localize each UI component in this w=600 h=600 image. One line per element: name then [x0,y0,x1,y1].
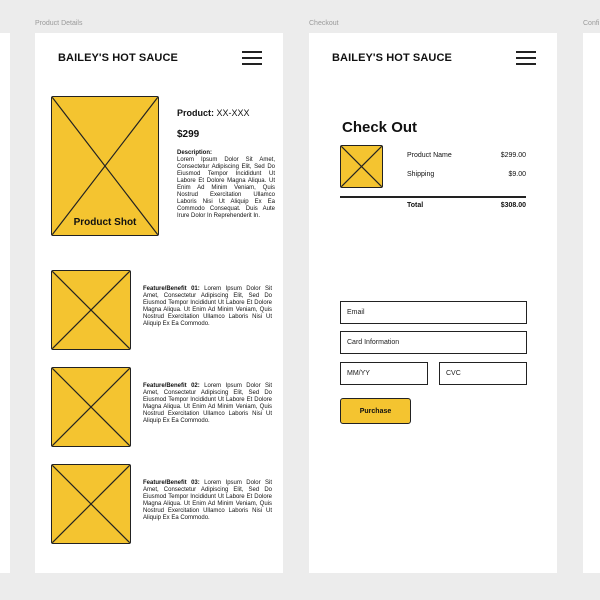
image-placeholder-icon [52,97,158,235]
feature-label: Feature/Benefit 01: [143,286,200,292]
image-placeholder-icon [341,146,382,187]
product-name [177,108,250,118]
confirmation-artboard [583,33,600,573]
feature-image-2 [51,367,131,447]
product-name-label: Product Name [407,152,452,159]
checkout-title: Check Out [342,119,418,136]
previous-artboard [0,33,10,573]
expiry-field[interactable]: MM/YY [340,362,428,385]
cvc-field[interactable]: CVC [439,362,527,385]
image-placeholder-icon [52,271,130,349]
image-placeholder-icon [52,368,130,446]
product-name-label: Product: [177,108,214,118]
product-price: $299 [177,129,200,140]
feature-label: Feature/Benefit 02: [143,383,200,389]
brand-title: BAILEY'S HOT SAUCE [58,52,178,64]
cart-item-thumbnail [340,145,383,188]
email-field[interactable]: Email [340,301,527,324]
hamburger-menu-icon[interactable] [516,51,536,65]
product-name-value: XX-XXX [216,108,250,118]
purchase-button[interactable]: Purchase [340,398,411,424]
shipping-label: Shipping [407,171,435,178]
feature-image-1 [51,270,131,350]
card-information-field[interactable]: Card Information [340,331,527,354]
feature-body: Lorem Ipsum Dolor Sit Amet, Consectetur Adipiscing Elit, Sed Do Eiusmod Tempor Incididunt Ut Labore Et Dolore Magna Aliqua. Ut Enim Ad Minim Veniam, Quis Nostrud Exercitation Ullamco Laboris Nisi Ut Aliquip Ex Ea Commodo. [143,286,273,327]
product-price-value: $299.00 [500,152,526,159]
frame-label-checkout: Checkout [309,20,339,27]
product-details-artboard [35,33,283,573]
brand-title: BAILEY'S HOT SAUCE [332,52,452,64]
description-text: Lorem Ipsum Dolor Sit Amet, Consectetur Adipiscing Elit, Sed Do Eiusmod Tempor Incididunt Ut Labore Et Dolore Magna Aliqua. Ut Enim Ad Minim Veniam, Quis Nostrud Exercitation Ullamco Laboris Nisi Ut Aliquip Ex Ea Commodo Consequat. Duis Aute Irure Dolor In Reprehenderit In. [177,157,275,219]
total-label: Total [407,202,424,209]
product-description [177,150,275,220]
feature-label: Feature/Benefit 03: [143,480,200,486]
feature-text-3 [143,480,272,522]
description-label: Description: [177,150,213,156]
product-shot-label: Product Shot [73,217,137,228]
frame-label-product-details: Product Details [35,20,83,27]
feature-text-1 [143,286,272,328]
total-divider [340,196,526,198]
product-shot-image [51,96,159,236]
hamburger-menu-icon[interactable] [242,51,262,65]
image-placeholder-icon [52,465,130,543]
feature-body: Lorem Ipsum Dolor Sit Amet, Consectetur Adipiscing Elit, Sed Do Eiusmod Tempor Incididunt Ut Labore Et Dolore Magna Aliqua. Ut Enim Ad Minim Veniam, Quis Nostrud Exercitation Ullamco Laboris Nisi Ut Aliquip Ex Ea Commodo. [143,480,273,521]
feature-image-3 [51,464,131,544]
feature-body: Lorem Ipsum Dolor Sit Amet, Consectetur Adipiscing Elit, Sed Do Eiusmod Tempor Incididunt Ut Labore Et Dolore Magna Aliqua. Ut Enim Ad Minim Veniam, Quis Nostrud Exercitation Ullamco Laboris Nisi Ut Aliquip Ex Ea Commodo. [143,383,273,424]
total-value: $308.00 [500,202,526,209]
checkout-artboard [309,33,557,573]
feature-text-2 [143,383,272,425]
shipping-value: $9.00 [508,171,526,178]
frame-label-confirmation: Confi [583,20,600,27]
